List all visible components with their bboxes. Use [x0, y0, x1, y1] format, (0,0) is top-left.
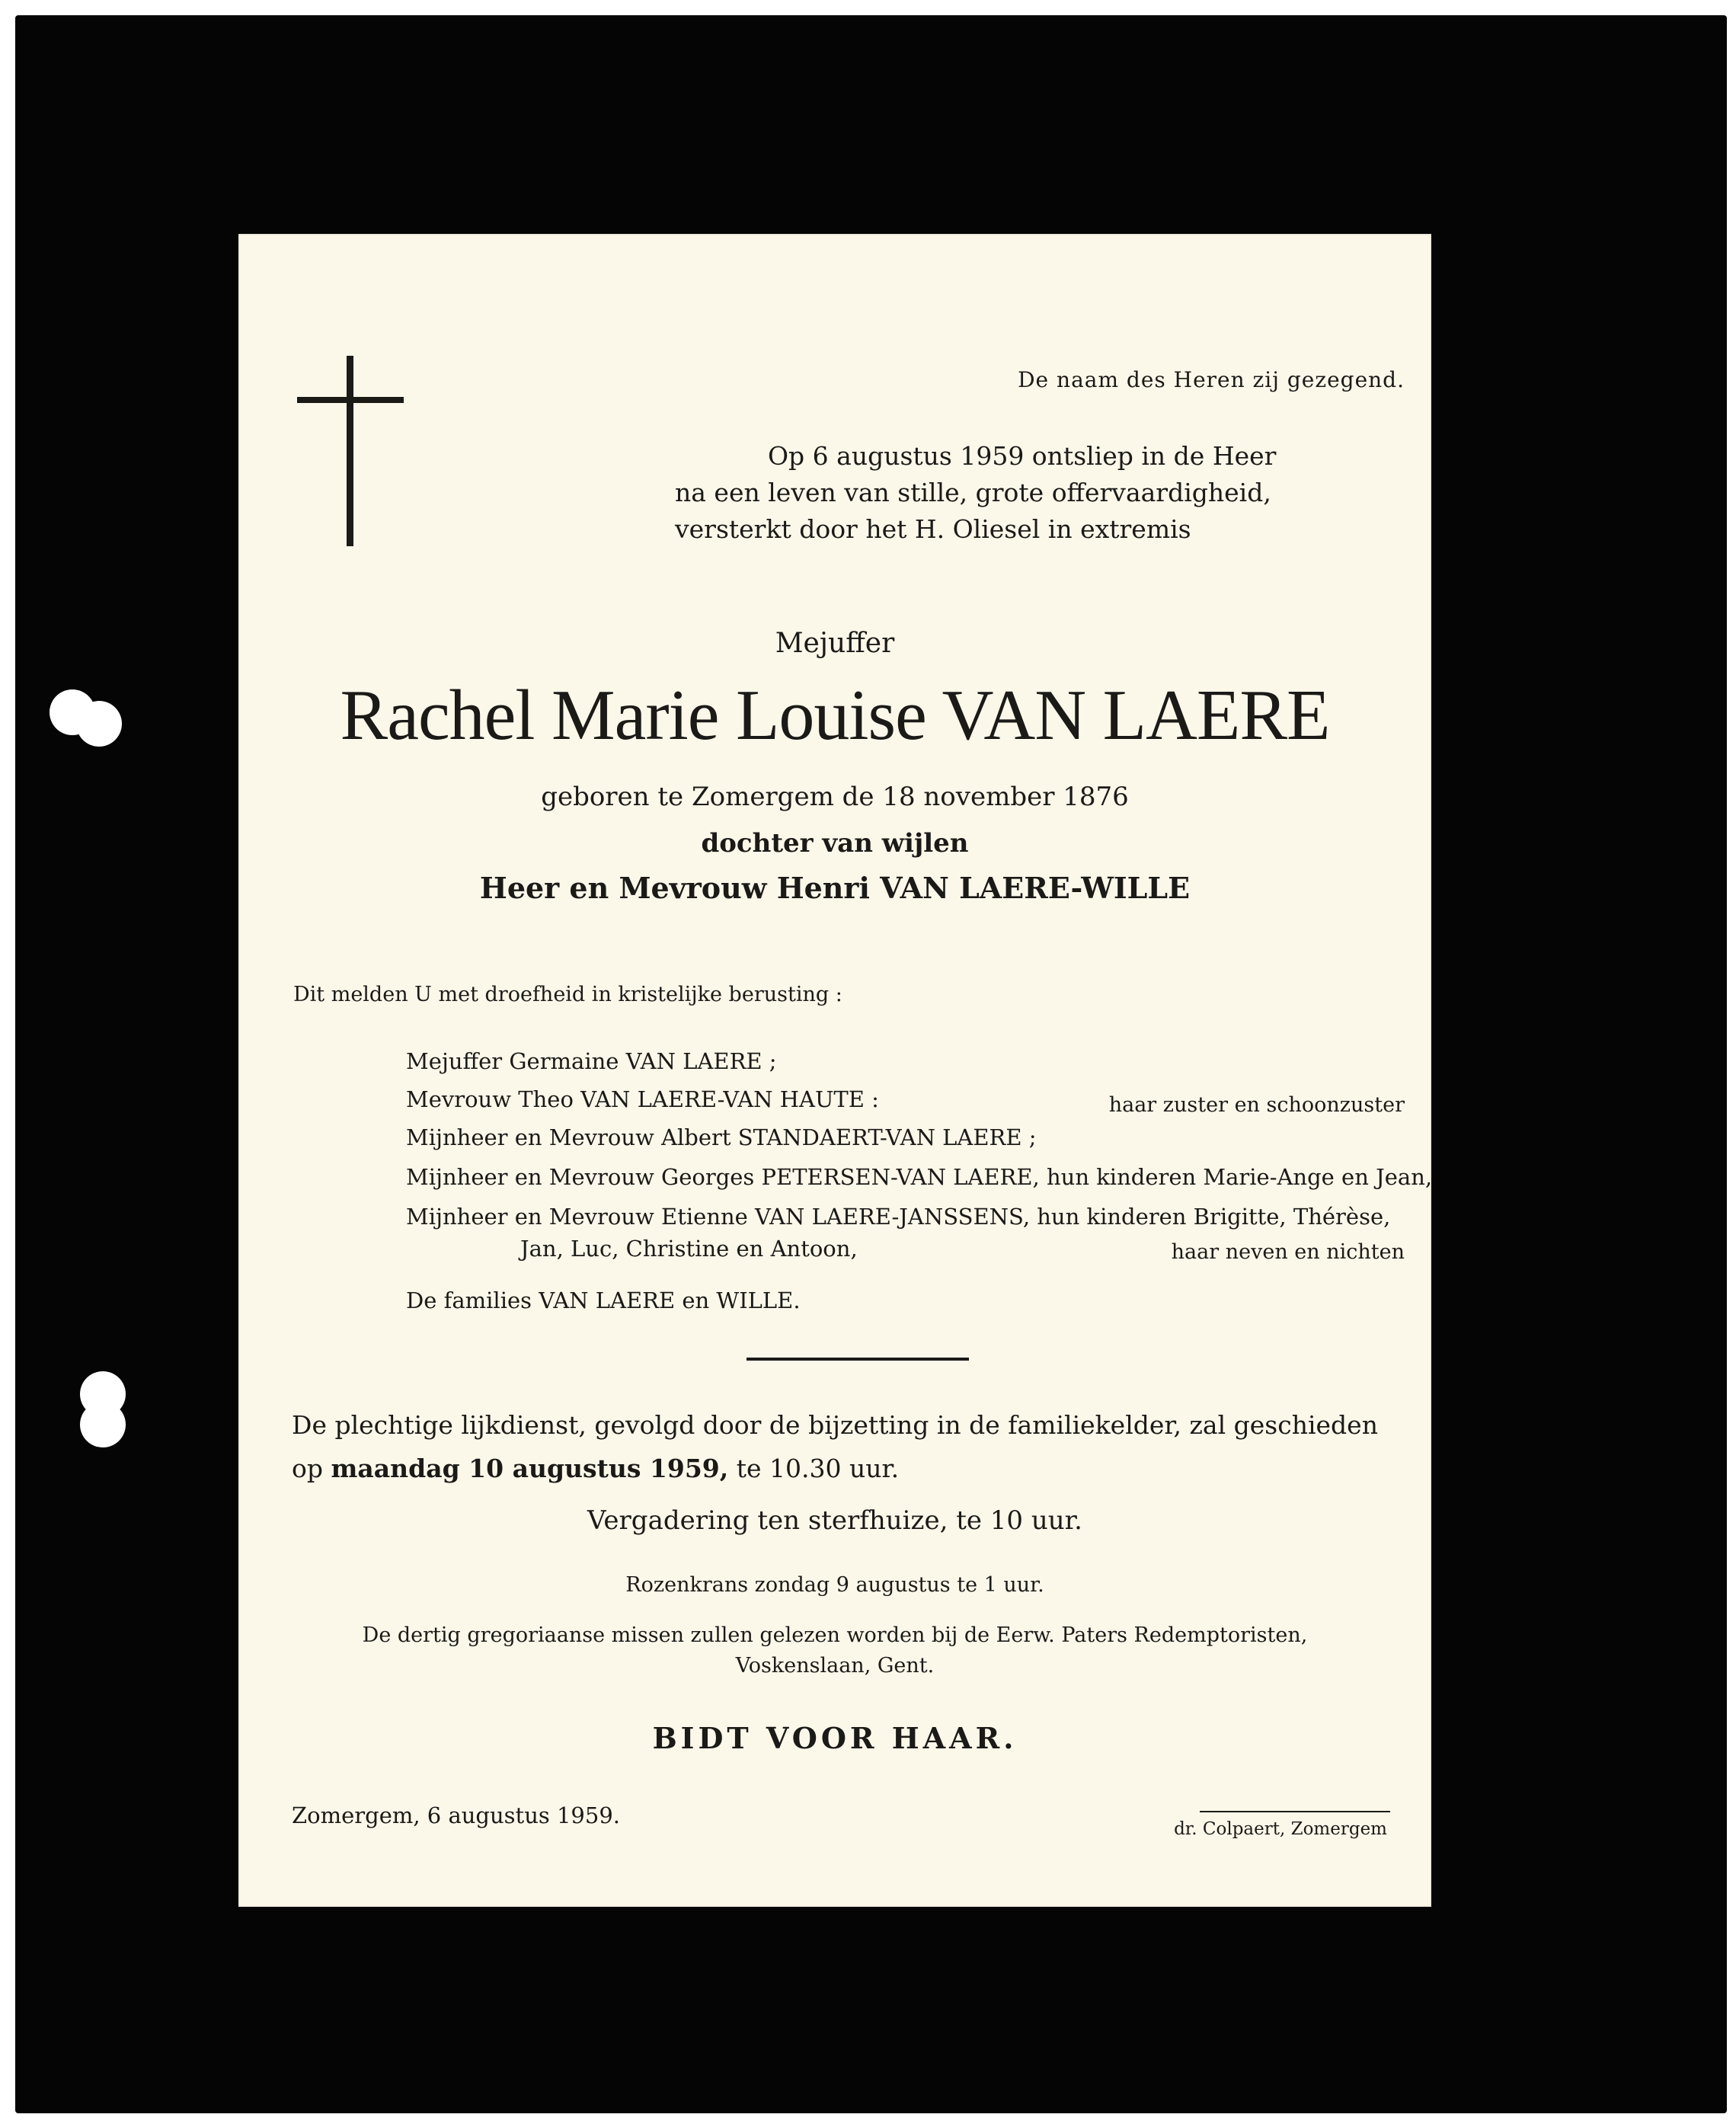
parents-line: Heer en Mevrouw Henri VAN LAERE-WILLE: [479, 871, 1191, 905]
cross-vertical-bar: [347, 356, 353, 546]
title-word: Mejuffer: [775, 628, 895, 659]
mourner-line-2: Mevrouw Theo VAN LAERE-VAN HAUTE :: [406, 1086, 879, 1112]
mourner-line-1: Mejuffer Germaine VAN LAERE ;: [406, 1048, 777, 1074]
mourner-line-3: Mijnheer en Mevrouw Albert STANDAERT-VAN LAERE ;: [406, 1124, 1037, 1150]
section-divider: [747, 1358, 969, 1361]
mourner-line-5: Mijnheer en Mevrouw Etienne VAN LAERE-JANSSENS, hun kinderen Brigitte, Thérèse,: [406, 1204, 1391, 1230]
deceased-name: Rachel Marie Louise VAN LAERE: [340, 676, 1330, 755]
masses-line-2: Voskenslaan, Gent.: [735, 1654, 935, 1678]
cross-horizontal-bar: [297, 397, 404, 403]
service-line-2-prefix: op: [292, 1454, 331, 1483]
birth-line: geboren te Zomergem de 18 november 1876: [541, 782, 1129, 812]
announcement-line: Dit melden U met droefheid in kristelijke berusting :: [293, 983, 842, 1006]
place-date: Zomergem, 6 augustus 1959.: [292, 1802, 621, 1828]
intro-line-1: Op 6 augustus 1959 ontsliep in de Heer: [768, 441, 1277, 471]
service-line-2: [292, 1456, 899, 1481]
motto: De naam des Heren zij gezegend.: [1018, 367, 1405, 392]
gathering-line: Vergadering ten sterfhuize, te 10 uur.: [587, 1505, 1082, 1536]
rosary-line: Rozenkrans zondag 9 augustus te 1 uur.: [625, 1573, 1044, 1597]
masses-line-1: De dertig gregoriaanse missen zullen gelezen worden bij de Eerw. Paters Redemptoristen,: [362, 1623, 1308, 1647]
punch-hole-upper-b: [76, 701, 122, 747]
intro-line-2: na een leven van stille, grote offervaardigheid,: [675, 478, 1271, 507]
relation-nephews: haar neven en nichten: [1171, 1240, 1405, 1264]
prayer-line: BIDT VOOR HAAR.: [652, 1721, 1018, 1755]
mourner-line-7: De families VAN LAERE en WILLE.: [406, 1287, 801, 1313]
service-line-2-suffix: te 10.30 uur.: [728, 1454, 900, 1483]
service-date: maandag 10 augustus 1959,: [331, 1454, 729, 1483]
printer-credit: dr. Colpaert, Zomergem: [1174, 1819, 1387, 1839]
mourner-line-6: Jan, Luc, Christine en Antoon,: [520, 1236, 858, 1262]
service-line-1: De plechtige lijkdienst, gevolgd door de bijzetting in de familiekelder, zal geschieden: [292, 1410, 1378, 1440]
mourning-card: [238, 234, 1431, 1907]
punch-hole-lower-b: [80, 1402, 126, 1447]
mourner-line-4: Mijnheer en Mevrouw Georges PETERSEN-VAN LAERE, hun kinderen Marie-Ange en Jean,: [406, 1164, 1433, 1190]
printer-rule: [1200, 1811, 1390, 1812]
daughter-of-line: dochter van wijlen: [701, 828, 969, 859]
relation-sisters: haar zuster en schoonzuster: [1108, 1093, 1405, 1117]
intro-line-3: versterkt door het H. Oliesel in extremis: [675, 514, 1191, 544]
